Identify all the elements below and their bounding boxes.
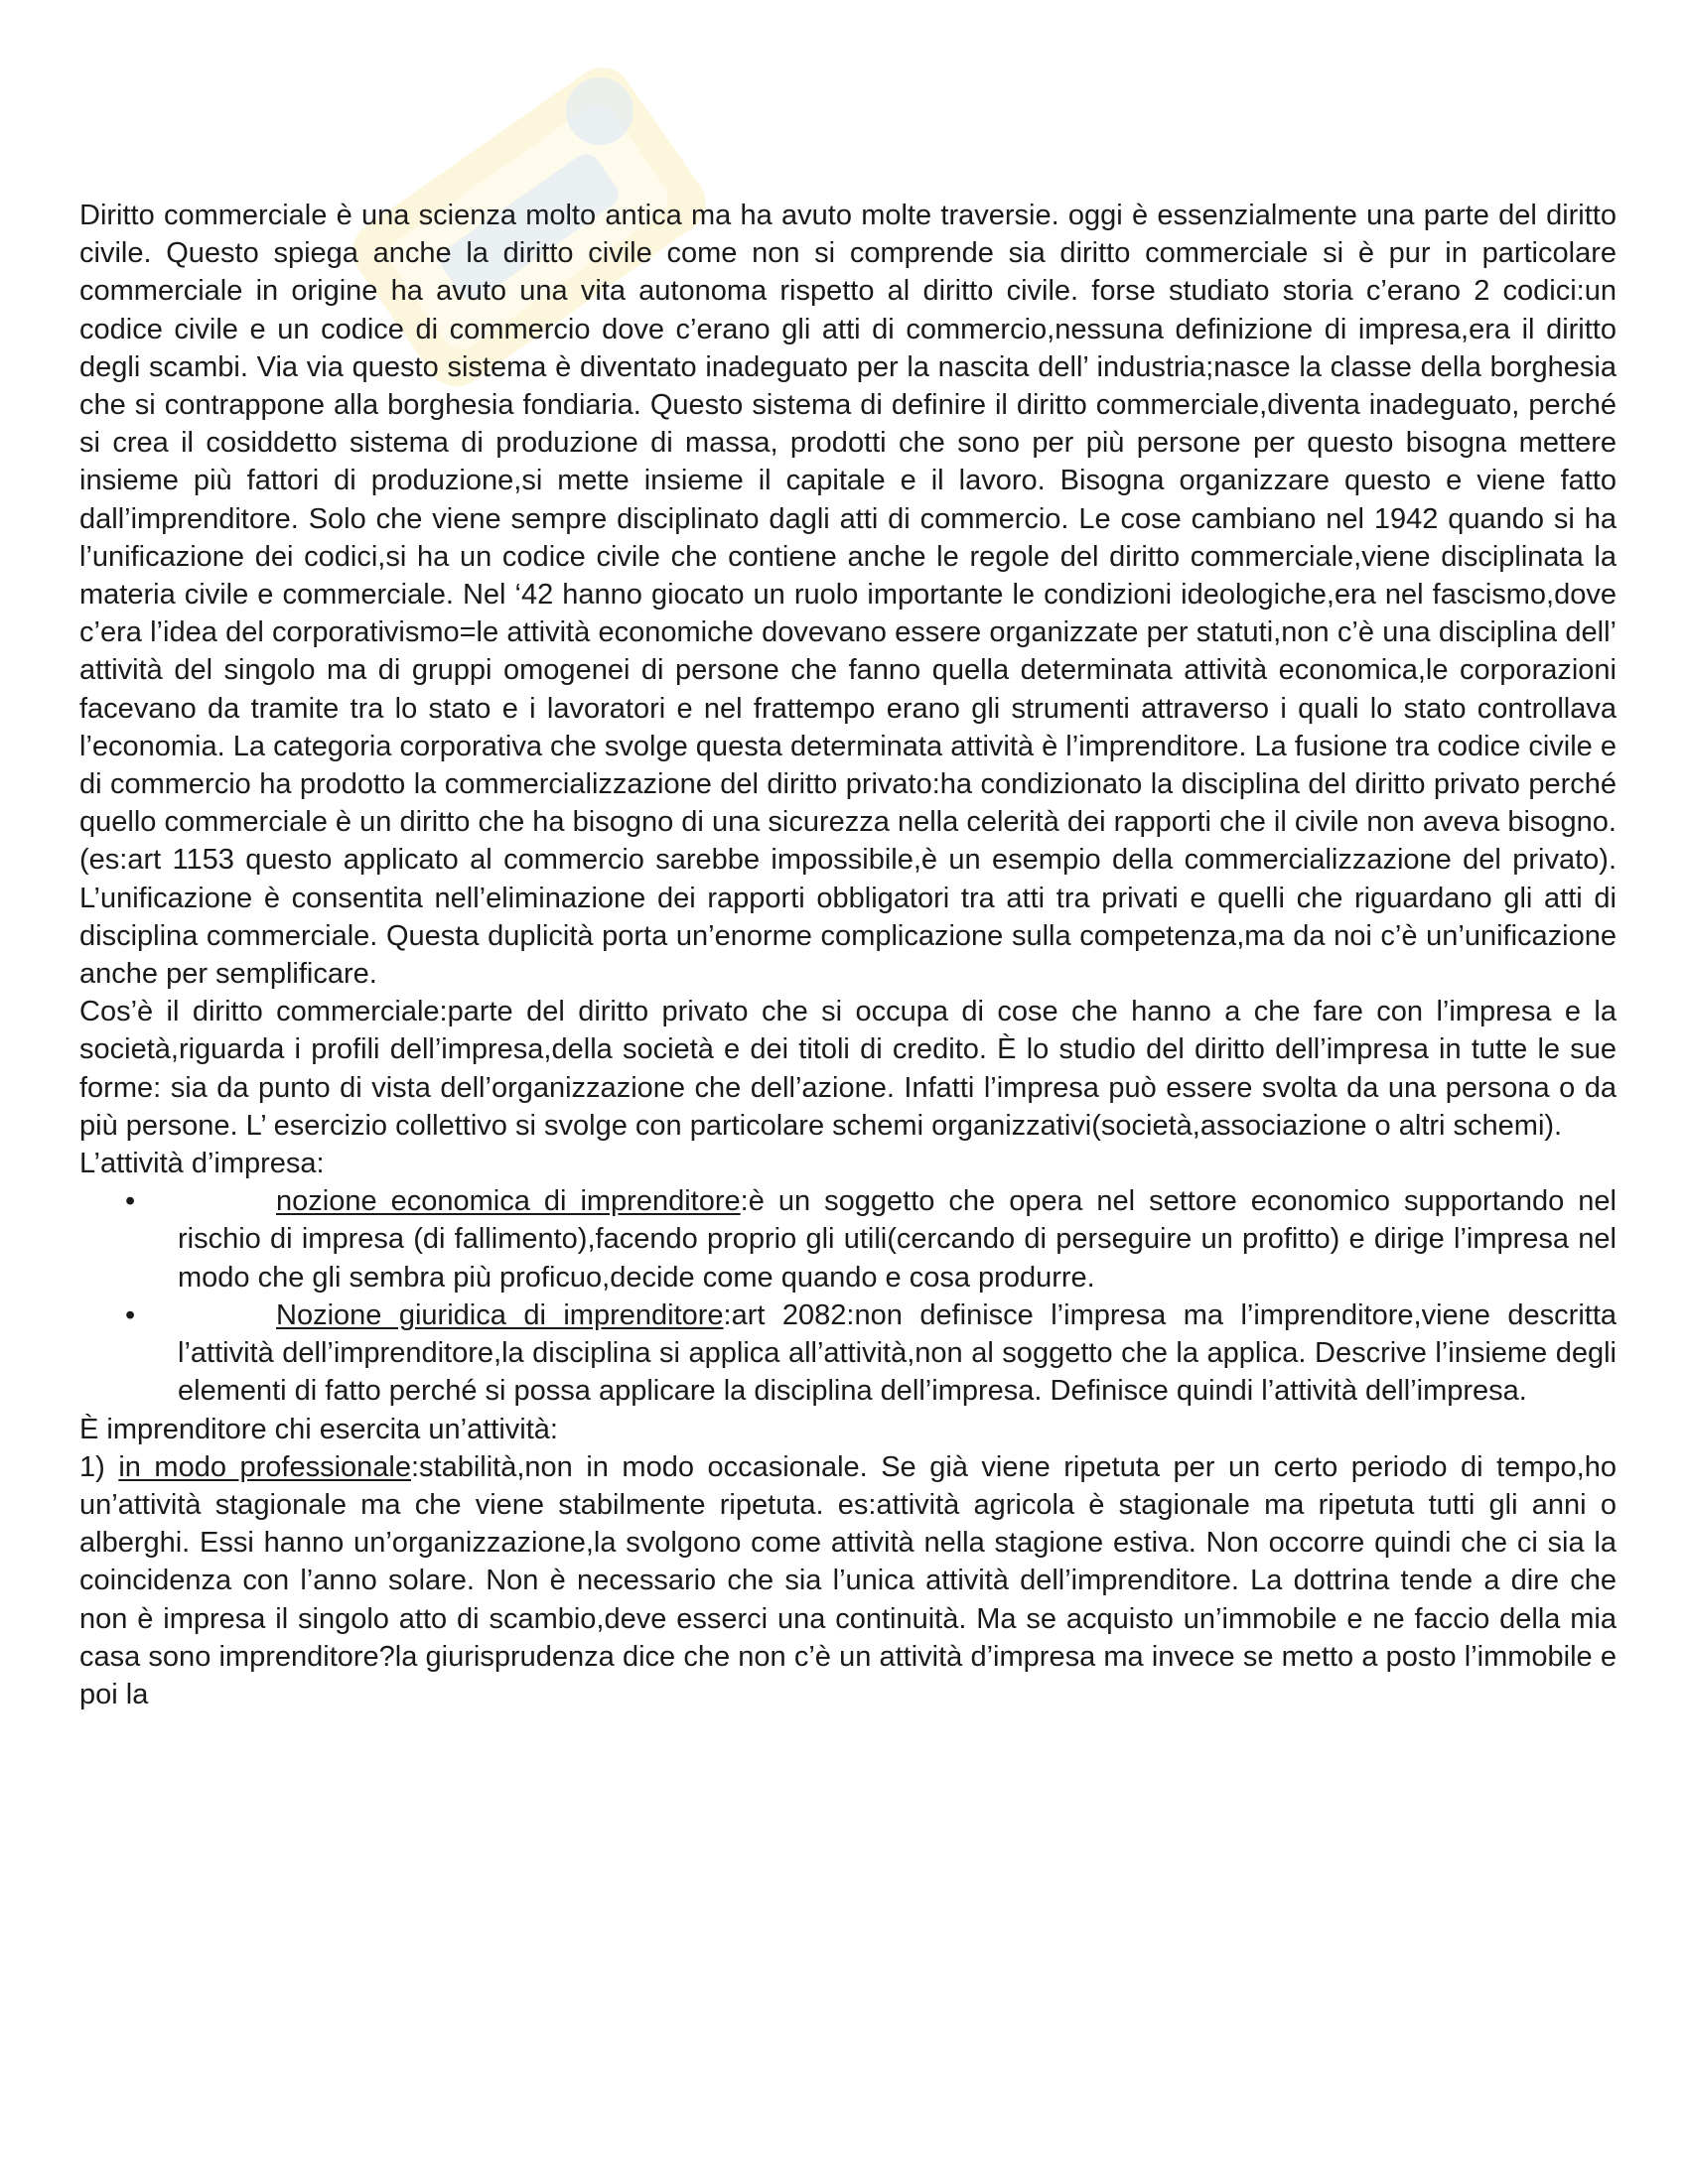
point-one bbox=[79, 1448, 1617, 1713]
imprenditore-line: È imprenditore chi esercita un’attività: bbox=[79, 1413, 558, 1445]
document-page bbox=[79, 197, 1617, 1713]
point-text: :stabilità,non in modo occasionale. Se già viene ripetuta per un certo periodo di tempo,ho un’attività stagionale ma che viene stabilmente ripetuta. es:attività agricola è stagionale ma ripetuta tutti gli anni o alberghi. Essi hanno un’organizzazione,la svolgono come attività nella stagione estiva. Non occorre quindi che ci sia la coincidenza con l’anno solare. Non è necessario che sia l’unica attività dell’imprenditore. La dottrina tende a dire che non è impresa il singolo atto di scambio,deve esserci una continuità. Ma se acquisto un’immobile e ne faccio della mia casa sono imprenditore?la giurisprudenza dice che non c’è un attività d’impresa ma invece se metto a posto l’immobile e poi la bbox=[79, 1450, 1617, 1710]
list-item-text: :art 2082:non definisce l’impresa ma l’imprenditore,viene descritta l’attività dell’imprenditore,la disciplina si applica all’attività,non al soggetto che la applica. Descrive l’insieme degli elementi di fatto perché si possa applicare la disciplina dell’impresa. Definisce quindi l’attività dell’impresa. bbox=[178, 1298, 1617, 1408]
paragraph-definition: Cos’è il diritto commerciale:parte del diritto privato che si occupa di cose che hanno a che fare con l’impresa e la società,riguarda i profili dell’impresa,della società e dei titoli di credito. È lo studio del diritto dell’impresa in tutte le sue forme: sia da punto di vista dell’organizzazione che dell’azione. Infatti l’impresa può essere svolta da una persona o da più persone. L’ esercizio collettivo si svolge con particolare schemi organizzativi(società,associazione o altri schemi). bbox=[79, 996, 1617, 1142]
bullet-marker: • bbox=[125, 1298, 136, 1331]
underlined-term: Nozione giuridica di imprenditore bbox=[276, 1298, 724, 1331]
list-item-text: :è un soggetto che opera nel settore economico supportando nel rischio di impresa (di fallimento),facendo proprio gli utili(cercando di perseguire un profitto) e dirige l’impresa nel modo che gli sembra più proficuo,decide come quando e cosa produrre. bbox=[178, 1185, 1617, 1294]
bullet-marker: • bbox=[125, 1185, 136, 1218]
list-item bbox=[79, 1182, 1617, 1297]
notions-list bbox=[79, 1182, 1617, 1410]
list-item bbox=[79, 1297, 1617, 1411]
point-number: 1) bbox=[79, 1450, 105, 1483]
paragraph-intro: Diritto commerciale è una scienza molto antica ma ha avuto molte traversie. oggi è essenzialmente una parte del diritto civile. Questo spiega anche la diritto civile come non si comprende sia diritto commerciale si è pur in particolare commerciale in origine ha avuto una vita autonoma rispetto al diritto civile. forse studiato storia c’erano 2 codici:un codice civile e un codice di commercio dove c’erano gli atti di commercio,nessuna definizione di impresa,era il diritto degli scambi. Via via questo sistema è diventato inadeguato per la nascita dell’ industria;nasce la classe della borghesia che si contrappone alla borghesia fondiaria. Questo sistema di definire il diritto commerciale,diventa inadeguato, perché si crea il cosiddetto sistema di produzione di massa, prodotti che sono per più persone per questo bisogna mettere insieme più fattori di produzione,si mette insieme il capitale e il lavoro. Bisogna organizzare questo e viene fatto dall’imprenditore. Solo che viene sempre disciplinato dagli atti di commercio. Le cose cambiano nel 1942 quando si ha l’unificazione dei codici,si ha un codice civile che contiene anche le regole del diritto commerciale,viene disciplinata la materia civile e commerciale. Nel ‘42 hanno giocato un ruolo importante le condizioni ideologiche,era nel fascismo,dove c’era l’idea del corporativismo=le attività economiche dovevano essere organizzate per statuti,non c’è una disciplina dell’ attività del singolo ma di gruppi omogenei di persone che fanno quella determinata attività economica,le corporazioni facevano da tramite tra lo stato e i lavoratori e nel frattempo erano gli strumenti attraverso i quali lo stato controllava l’economia. La categoria corporativa che svolge questa determinata attività è l’imprenditore. La fusione tra codice civile e di commercio ha prodotto la commercializzazione del diritto privato:ha condizionato la disciplina del diritto privato perché quello commerciale è un diritto che ha bisogno di una sicurezza nella celerità dei rapporti che il civile non aveva bisogno. (es:art 1153 questo applicato al commercio sarebbe impossibile,è un esempio della commercializzazione del privato). L’unificazione è consentita nell’eliminazione dei rapporti obbligatori tra atti tra privati e quelli che riguardano gli atti di disciplina commerciale. Questa duplicità porta un’enorme complicazione sulla competenza,ma da noi c’è un’unificazione anche per semplificare. bbox=[79, 200, 1617, 991]
attivita-heading: L’attività d’impresa: bbox=[79, 1148, 325, 1180]
underlined-term: nozione economica di imprenditore bbox=[276, 1185, 741, 1218]
underlined-term: in modo professionale bbox=[118, 1450, 411, 1483]
